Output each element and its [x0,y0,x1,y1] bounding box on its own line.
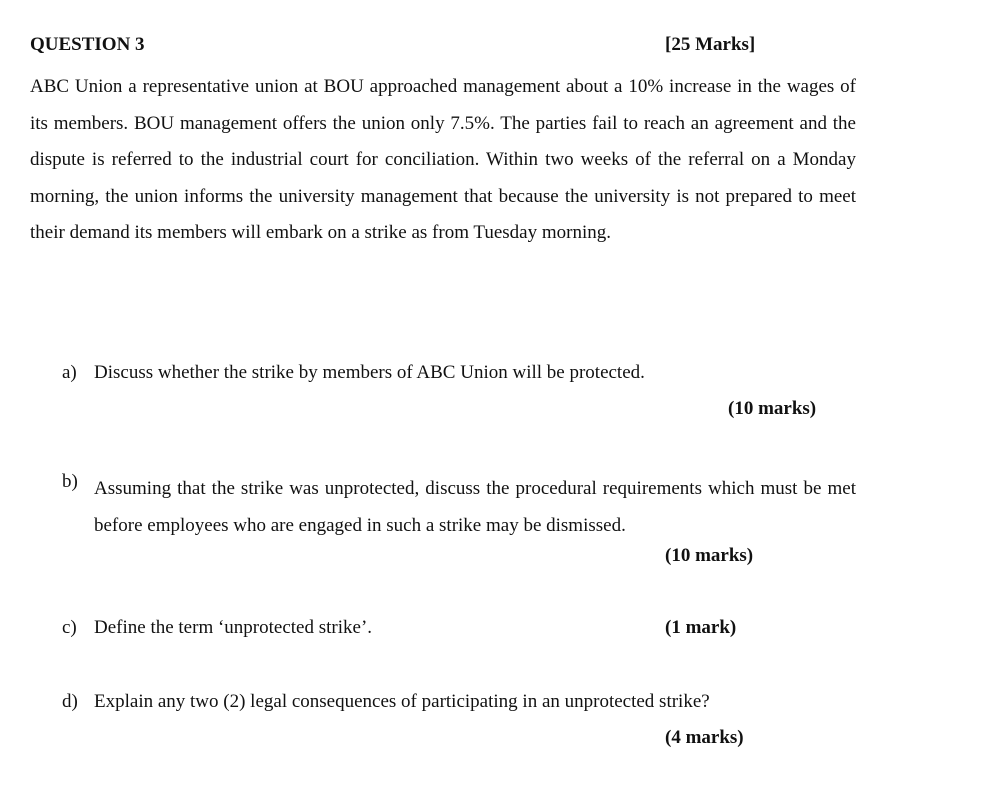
question-total-marks: [25 Marks] [665,34,756,55]
part-a-label: a) [62,362,77,383]
part-d-label: d) [62,691,78,712]
part-b-text: Assuming that the strike was unprotected, discuss the procedural requirements which must be met before employees who are engaged in such a strike may be dismissed. [94,478,856,536]
part-c-label: c) [62,617,77,638]
part-d-marks: (4 marks) [665,727,744,748]
part-a-text: Discuss whether the strike by members of ABC Union will be protected. [94,362,645,383]
question-heading: QUESTION 3 [30,34,145,55]
part-c-marks: (1 mark) [665,617,737,638]
part-a-marks: (10 marks) [728,398,817,419]
part-b-label: b) [62,471,78,492]
question-scenario: ABC Union a representative union at BOU approached management about a 10% increase in the wages of its members. BOU management offers the union only 7.5%. The parties fail to reach an agreement and the dispute is referred to the industrial court for conciliation. Within two weeks of the referral on a Monday morning, the union informs the university management that because the university is not prepared to meet their demand its members will embark on a strike as from Tuesday morning. [30,76,856,244]
part-d-text: Explain any two (2) legal consequences of participating in an unprotected strike? [94,691,710,712]
part-c-text: Define the term ‘unprotected strike’. [94,617,373,638]
part-b-marks: (10 marks) [665,545,754,566]
